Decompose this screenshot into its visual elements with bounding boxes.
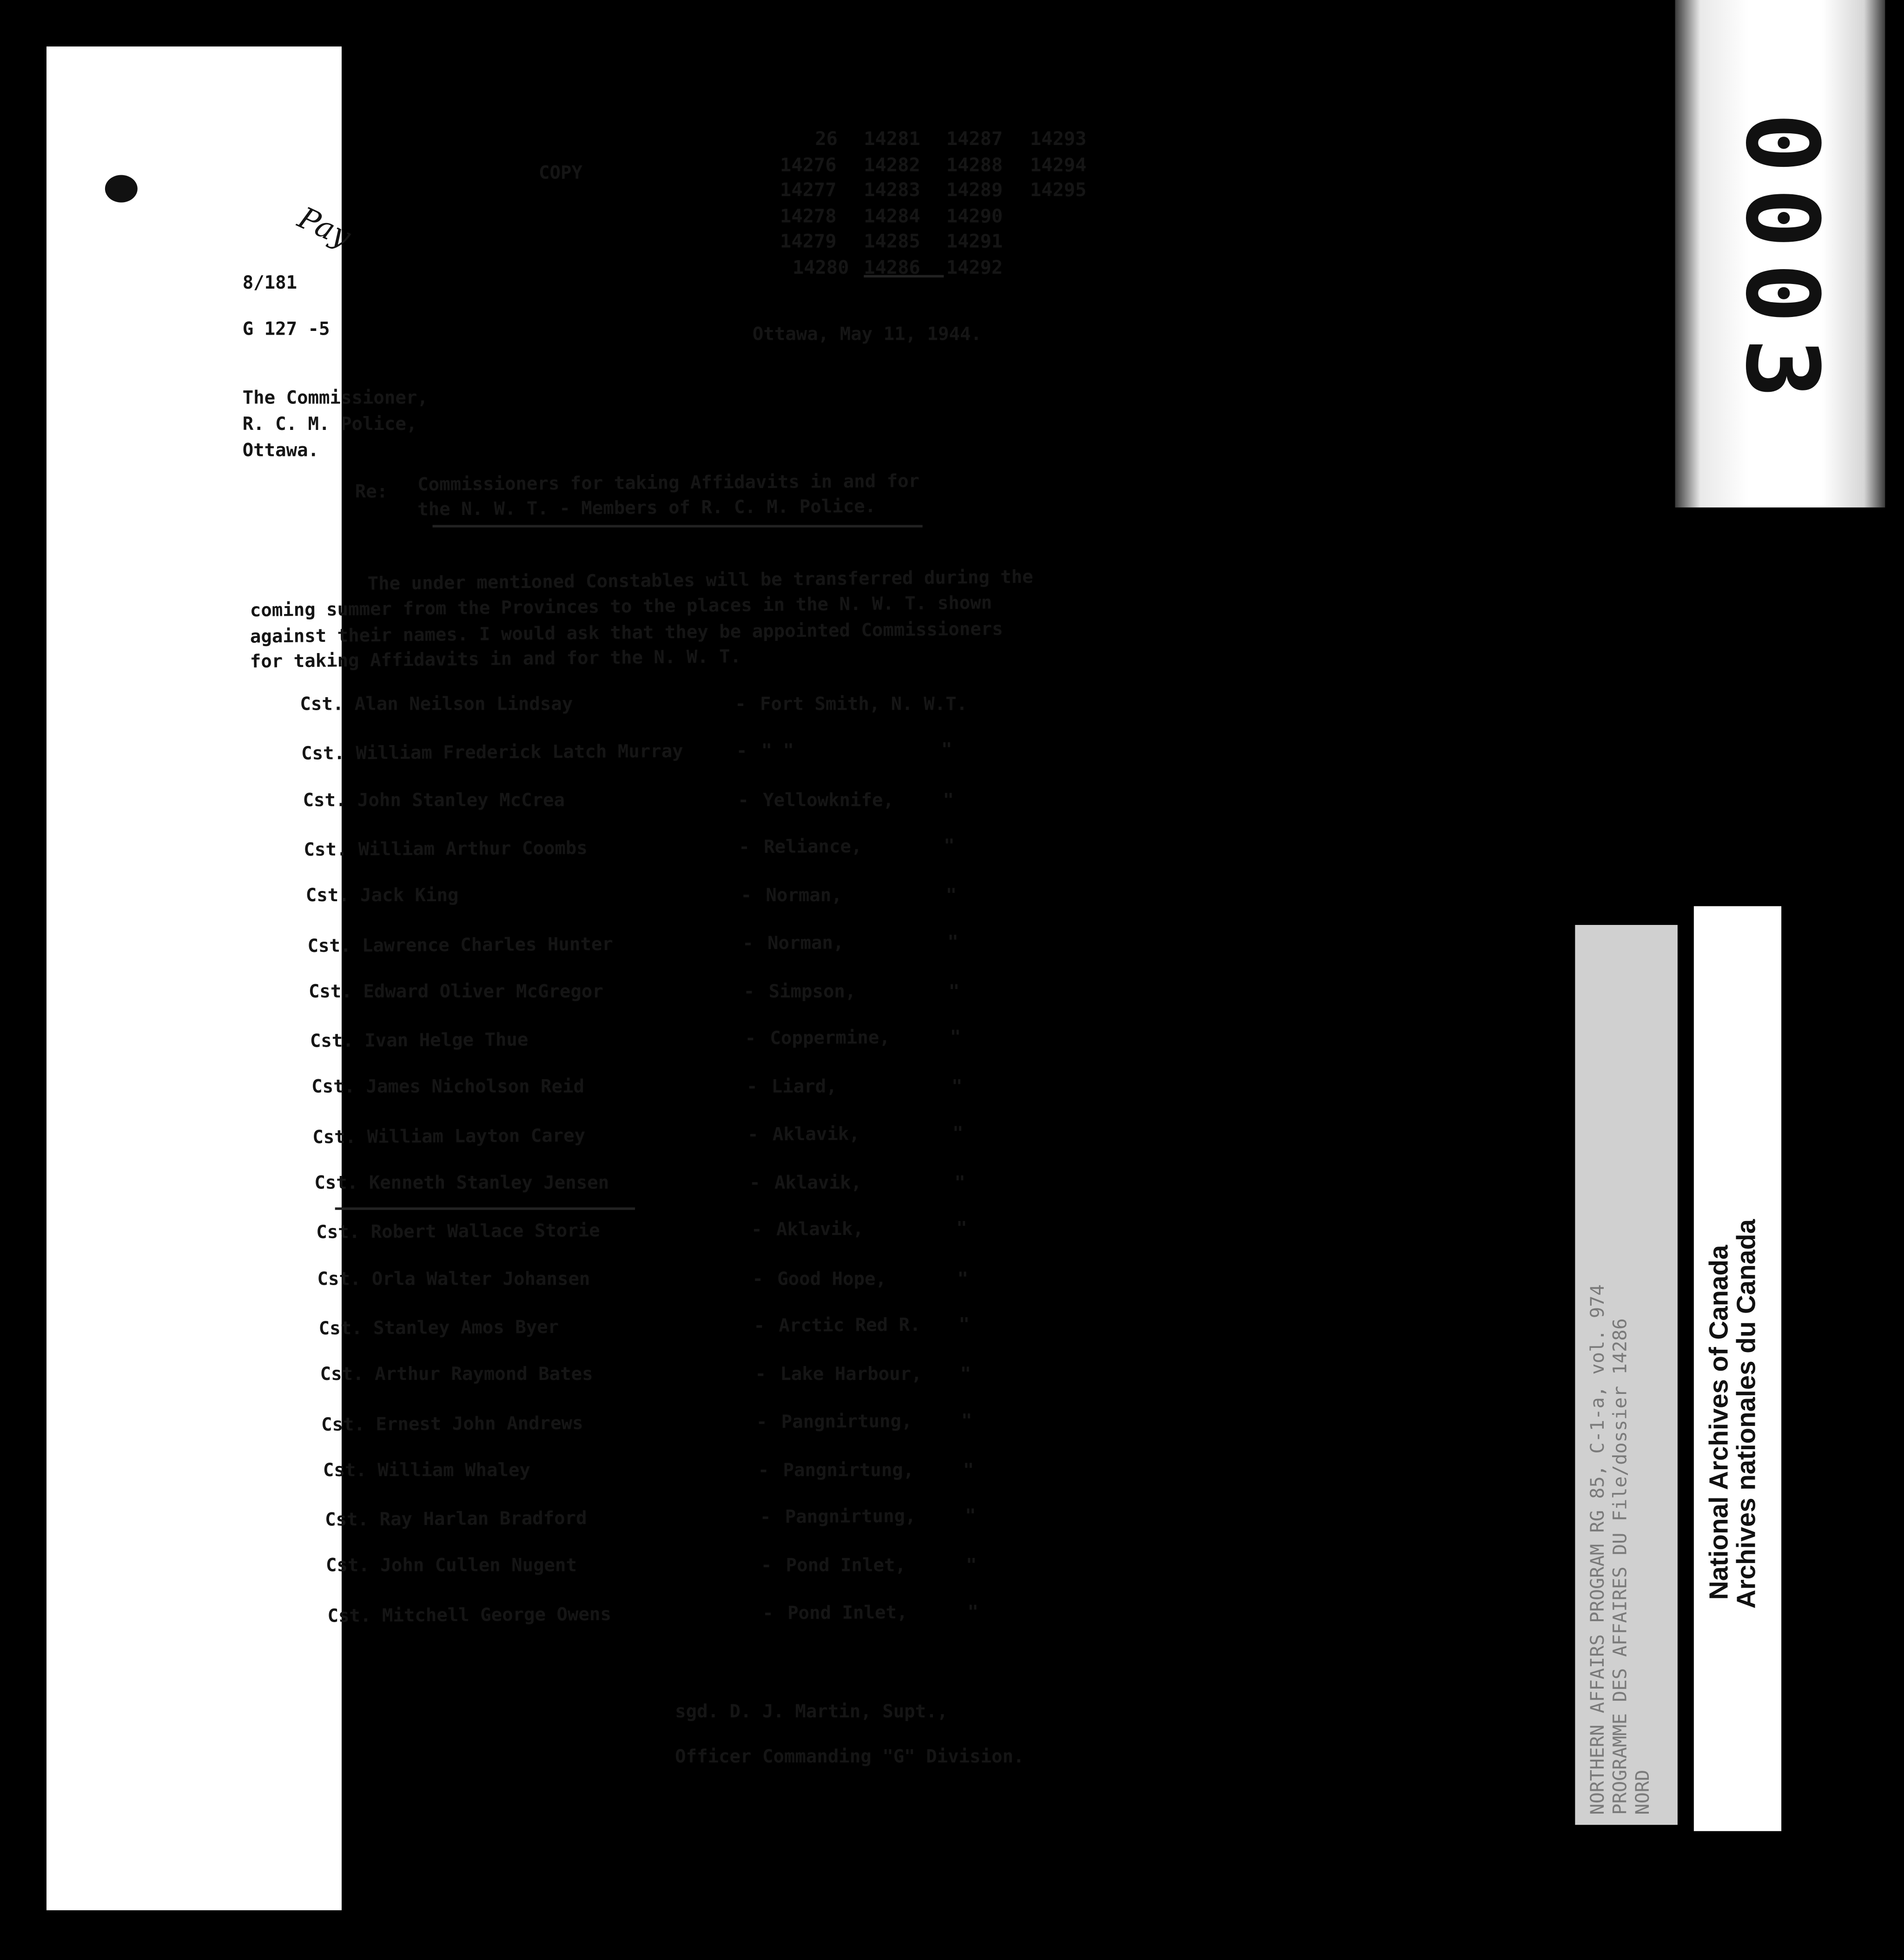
file-number: 14278 xyxy=(780,204,837,227)
ditto-mark: " xyxy=(947,932,959,953)
ditto-mark: " xyxy=(967,1602,978,1623)
program-label-line-2: PROGRAMME DES AFFAIRES DU File/dossier 14286 xyxy=(1609,1318,1632,1815)
constable-posting: Norman, xyxy=(767,933,844,954)
file-number: 14290 xyxy=(946,204,1003,227)
file-number: 14286 xyxy=(864,255,920,278)
ditto-mark: " xyxy=(945,886,957,907)
constable-dash: - xyxy=(759,1508,771,1528)
constable-dash: - xyxy=(745,1029,756,1049)
constable-name: Cst. Stanley Amos Byer xyxy=(318,1318,559,1340)
constable-name: Cst. William Layton Carey xyxy=(313,1126,586,1148)
constable-name: Cst. William Arthur Coombs xyxy=(304,838,588,861)
file-reference-2: G 127 -5 xyxy=(242,320,330,340)
constable-posting: Pond Inlet, xyxy=(787,1603,908,1624)
constable-name: Cst. William Frederick Latch Murray xyxy=(301,742,684,765)
letter-date: Ottawa, May 11, 1944. xyxy=(752,325,982,345)
ditto-mark: " xyxy=(964,1506,976,1527)
file-number: 14292 xyxy=(946,255,1003,278)
constable-name: Cst. Mitchell George Owens xyxy=(327,1604,611,1627)
constable-posting: Liard, xyxy=(771,1078,837,1098)
constable-dash: - xyxy=(736,742,747,762)
file-number: 14283 xyxy=(864,178,920,201)
addressee-line-2: R. C. M. Police, xyxy=(242,415,417,435)
file-number: 14287 xyxy=(946,127,1003,150)
constable-name: Cst. Edward Oliver McGregor xyxy=(308,982,603,1003)
constable-name: Cst. Ray Harlan Bradford xyxy=(324,1509,587,1531)
constable-dash: - xyxy=(738,791,749,811)
constable-dash: - xyxy=(752,1269,763,1290)
constable-dash: - xyxy=(756,1412,768,1432)
constable-posting: Simpson, xyxy=(768,982,856,1003)
constable-posting: Good Hope, xyxy=(777,1269,886,1290)
ditto-mark: " xyxy=(948,982,960,1003)
constable-posting: Arctic Red R. xyxy=(779,1315,921,1337)
signature-title: Officer Commanding "G" Division. xyxy=(675,1747,1025,1768)
constable-posting: Pangnirtung, xyxy=(784,1507,916,1528)
program-label-line-3: NORD xyxy=(1631,1769,1654,1815)
file-number: 14293 xyxy=(1030,127,1087,150)
constable-dash: - xyxy=(743,982,755,1003)
ditto-mark: " xyxy=(951,1078,963,1098)
constable-posting: Yellowknife, xyxy=(763,791,894,811)
constable-posting: Pangnirtung, xyxy=(781,1411,913,1432)
ditto-mark: " xyxy=(956,1219,967,1240)
subject-line-2: the N. W. T. - Members of R. C. M. Police. xyxy=(417,497,876,521)
file-number: 14295 xyxy=(1030,178,1087,201)
constable-dash: - xyxy=(746,1078,758,1098)
constable-name: Cst. Kenneth Stanley Jensen xyxy=(314,1174,609,1194)
constable-dash: - xyxy=(762,1604,774,1624)
ditto-mark: " xyxy=(944,836,956,857)
constable-posting: Norman, xyxy=(766,886,842,907)
file-number: 26 xyxy=(815,127,838,150)
addressee-line-1: The Commissioner, xyxy=(242,389,428,409)
constable-dash: - xyxy=(742,933,754,954)
copy-mark: COPY xyxy=(539,164,582,184)
constable-name: Cst. William Whaley xyxy=(323,1461,530,1481)
body-line-4: for taking Affidavits in and for the N. W. T. xyxy=(250,647,741,673)
constable-name: Cst. John Cullen Nugent xyxy=(326,1557,577,1577)
ditto-mark: " xyxy=(957,1269,968,1290)
constable-name: Cst. James Nicholson Reid xyxy=(311,1078,585,1098)
constable-posting: " " xyxy=(761,741,794,762)
ditto-mark: " xyxy=(954,1174,965,1194)
constable-posting: Aklavik, xyxy=(774,1174,862,1194)
frame-number: 0003 xyxy=(1723,112,1840,413)
constable-dash: - xyxy=(740,886,752,907)
file-number: 14277 xyxy=(780,178,837,201)
constable-name: Cst. Ernest John Andrews xyxy=(321,1413,584,1435)
constable-posting: Lake Harbour, xyxy=(780,1365,922,1386)
constable-name: Cst. Jack King xyxy=(305,886,459,907)
constable-name: Cst. Alan Neilson Lindsay xyxy=(300,695,573,715)
body-line-3: against their names. I would ask that they be appointed Commissioners xyxy=(250,620,1003,648)
file-number: 14282 xyxy=(864,153,920,176)
national-archives-label xyxy=(1694,906,1781,1831)
ditto-mark: " xyxy=(961,1411,973,1432)
body-line-2: coming summer from the Provinces to the places in the N. W. T. shown xyxy=(250,594,992,621)
constable-dash: - xyxy=(751,1221,762,1241)
constable-dash: - xyxy=(760,1557,772,1577)
signature-line: sgd. D. J. Martin, Supt., xyxy=(675,1702,948,1722)
constable-posting: Aklavik, xyxy=(773,1124,860,1145)
constable-dash: - xyxy=(735,695,746,715)
constable-posting: Pangnirtung, xyxy=(783,1461,914,1481)
grey-program-label xyxy=(1575,925,1678,1825)
constable-name: Cst. John Stanley McCrea xyxy=(303,791,565,811)
program-label-line-1: NORTHERN AFFAIRS PROGRAM RG 85, C-1-a, vol. 974 xyxy=(1586,1284,1609,1815)
subject-line-1: Commissioners for taking Affidavits in and for xyxy=(417,472,920,496)
file-number: 14285 xyxy=(864,230,920,253)
ditto-mark: " xyxy=(959,1315,970,1336)
file-number: 14280 xyxy=(792,255,849,278)
file-number: 14279 xyxy=(780,230,837,253)
constable-posting: Coppermine, xyxy=(770,1028,890,1049)
addressee-line-3: Ottawa. xyxy=(242,441,319,462)
file-number: 14291 xyxy=(946,230,1003,253)
file-reference-1: 8/181 xyxy=(242,273,298,294)
file-number: 14281 xyxy=(864,127,920,150)
ditto-mark: " xyxy=(952,1123,964,1144)
national-archives-english: National Archives of Canada xyxy=(1705,1245,1734,1600)
national-archives-french: Archives nationales du Canada xyxy=(1732,1219,1762,1609)
constable-posting: Reliance, xyxy=(764,837,863,858)
constable-name: Cst. Lawrence Charles Hunter xyxy=(307,934,613,957)
file-number: 14284 xyxy=(864,204,920,227)
ditto-mark: " xyxy=(960,1365,972,1386)
constable-dash: - xyxy=(739,838,751,858)
constable-dash: - xyxy=(755,1365,767,1386)
constable-name: Cst. Robert Wallace Storie xyxy=(316,1221,600,1244)
constable-name: Cst. Orla Walter Johansen xyxy=(317,1269,590,1290)
constable-posting: Aklavik, xyxy=(775,1220,863,1241)
constable-dash: - xyxy=(749,1174,760,1194)
constable-name: Cst. Ivan Helge Thue xyxy=(310,1030,529,1052)
file-number: 14289 xyxy=(946,178,1003,201)
ditto-mark: " xyxy=(965,1557,977,1577)
file-number: 14276 xyxy=(780,153,837,176)
ditto-mark: " xyxy=(943,791,954,811)
ditto-mark: " xyxy=(963,1461,974,1481)
body-line-1: The under mentioned Constables will be transferred during the xyxy=(367,568,1033,595)
constable-dash: - xyxy=(754,1316,765,1337)
constable-posting: Pond Inlet, xyxy=(786,1557,906,1577)
file-number: 14288 xyxy=(946,153,1003,176)
constable-dash: - xyxy=(747,1125,759,1145)
constable-name: Cst. Arthur Raymond Bates xyxy=(320,1365,593,1386)
handwritten-initial: Pay xyxy=(292,200,356,255)
constable-posting: Fort Smith, N. W.T. xyxy=(760,695,968,715)
re-label: Re: xyxy=(355,482,388,503)
file-number: 14294 xyxy=(1030,153,1087,176)
ditto-mark: " xyxy=(950,1028,961,1049)
constable-dash: - xyxy=(758,1461,769,1481)
ditto-mark: " xyxy=(941,740,952,761)
